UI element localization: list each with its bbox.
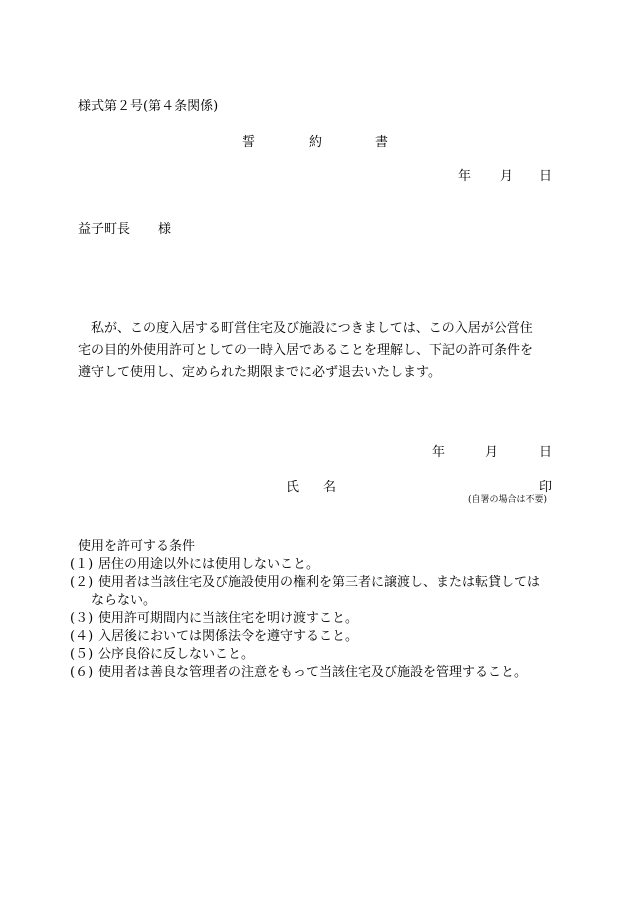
addressee-honorific: 様 — [158, 222, 172, 237]
title-char-2: 約 — [309, 135, 323, 150]
condition-text: 使用者は善良な管理者の注意をもって当該住宅及び施設を管理すること。 — [98, 665, 528, 680]
title-char-3: 書 — [375, 135, 389, 150]
condition-item — [70, 628, 540, 646]
name-label-char-1: 氏 — [286, 480, 300, 495]
condition-item — [70, 574, 540, 592]
bottom-date-month: 月 — [485, 445, 499, 460]
conditions-list — [70, 538, 540, 682]
condition-item — [70, 664, 540, 682]
conditions-heading: 使用を許可する条件 — [78, 539, 196, 554]
condition-continuation: ならない。 — [91, 593, 157, 608]
condition-text: 居住の用途以外には使用しないこと。 — [98, 557, 320, 572]
condition-number: (１) — [70, 557, 94, 572]
condition-number: (６) — [70, 665, 94, 680]
condition-number: (３) — [70, 611, 94, 626]
top-date-year: 年 — [458, 169, 472, 184]
top-date-day: 日 — [539, 169, 553, 184]
condition-item — [70, 610, 540, 628]
condition-text: 公序良俗に反しないこと。 — [98, 647, 255, 662]
bottom-date-year: 年 — [432, 445, 446, 460]
condition-item — [70, 646, 540, 664]
form-number: 様式第２号(第４条関係) — [78, 99, 219, 114]
condition-text: 使用者は当該住宅及び施設使用の権利を第三者に譲渡し、または転貸しては — [98, 575, 541, 590]
name-label-char-2: 名 — [323, 480, 337, 495]
condition-number: (５) — [70, 647, 94, 662]
pledge-line-2: 宅の目的外使用許可としての一時入居であることを理解し、下記の許可条件を — [78, 343, 534, 358]
seal-note: (自署の場合は不要) — [467, 495, 547, 505]
pledge-line-1: 私が、この度入居する町営住宅及び施設につきましては、この入居が公営住 — [91, 321, 533, 336]
condition-number: (２) — [70, 575, 94, 590]
condition-number: (４) — [70, 629, 94, 644]
condition-text: 使用許可期間内に当該住宅を明け渡すこと。 — [98, 611, 359, 626]
addressee-name: 益子町長 — [78, 222, 131, 237]
bottom-date-day: 日 — [539, 445, 553, 460]
pledge-line-3: 遵守して使用し、定められた期限までに必ず退去いたします。 — [78, 365, 441, 380]
top-date-month: 月 — [500, 169, 514, 184]
seal-mark: 印 — [539, 480, 553, 495]
pledge-body — [78, 318, 558, 384]
condition-item — [70, 556, 540, 574]
title-char-1: 誓 — [242, 135, 256, 150]
condition-text: 入居後においては関係法令を遵守すること。 — [98, 629, 359, 644]
